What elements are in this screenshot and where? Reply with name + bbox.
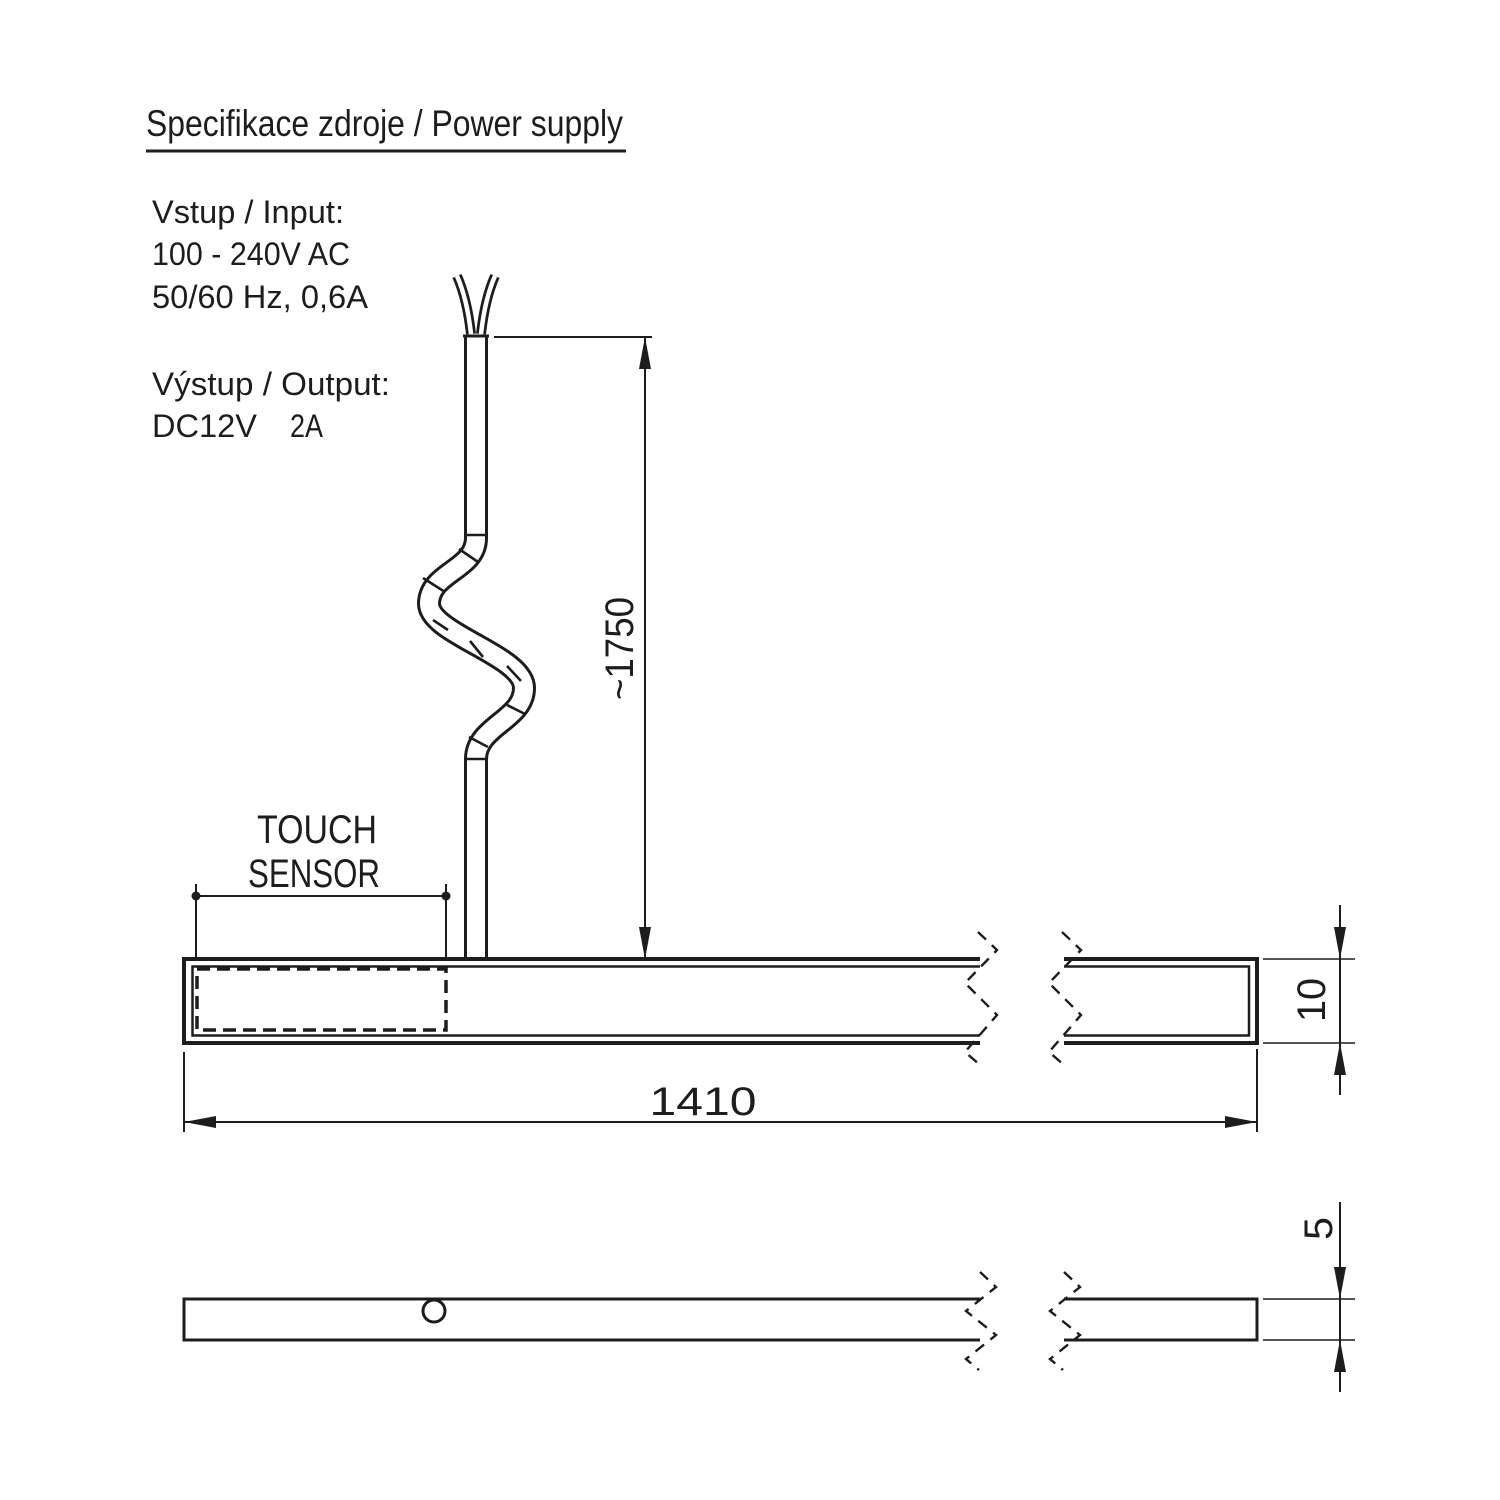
dimension-bar-depth: [1263, 1202, 1355, 1392]
touch-sensor-callout: [192, 808, 451, 968]
output-current: 2A: [290, 408, 324, 444]
dim-10-text: 10: [1290, 977, 1334, 1022]
output-label: Výstup / Output:: [152, 366, 390, 402]
dim-1410-text: 1410: [649, 1080, 757, 1124]
input-voltage: 100 - 240V AC: [152, 236, 350, 272]
bar-front-view: [184, 932, 1257, 1065]
dim-10-arrow-up: [1334, 1043, 1346, 1075]
input-frequency-current: 50/60 Hz, 0,6A: [152, 279, 369, 315]
touch-sensor-label-line2: SENSOR: [248, 852, 380, 896]
dimension-bar-height: [1263, 905, 1355, 1095]
dim-5-arrow-up: [1334, 1340, 1346, 1372]
touch-sensor-label-line1: TOUCH: [257, 808, 377, 852]
dimension-cable-length: [494, 337, 652, 959]
dim-1410-arrow-left: [184, 1116, 216, 1128]
dim-5-text: 5: [1297, 1217, 1341, 1240]
dim-10-arrow-down: [1334, 927, 1346, 959]
output-voltage: DC12V: [152, 408, 258, 444]
dim-1750-text: ~1750: [598, 587, 642, 700]
input-label: Vstup / Input:: [152, 194, 344, 230]
dim-1750-arrow-down: [639, 927, 651, 959]
page-title: Specifikace zdroje / Power supply: [146, 103, 624, 144]
dim-1750-arrow-up: [639, 337, 651, 369]
sensor-hole: [423, 1300, 445, 1322]
bar-front-right-outer: [1064, 959, 1257, 1043]
bar-bottom-right-piece: [1064, 1299, 1257, 1340]
dim-5-arrow-down: [1334, 1267, 1346, 1299]
bar-bottom-left-piece: [184, 1299, 980, 1340]
bar-bottom-view: [184, 1272, 1257, 1370]
power-cable: [423, 276, 525, 959]
spec-text-block: [152, 194, 390, 444]
dim-1410-arrow-right: [1225, 1116, 1257, 1128]
dimension-bar-length: [184, 1049, 1257, 1132]
